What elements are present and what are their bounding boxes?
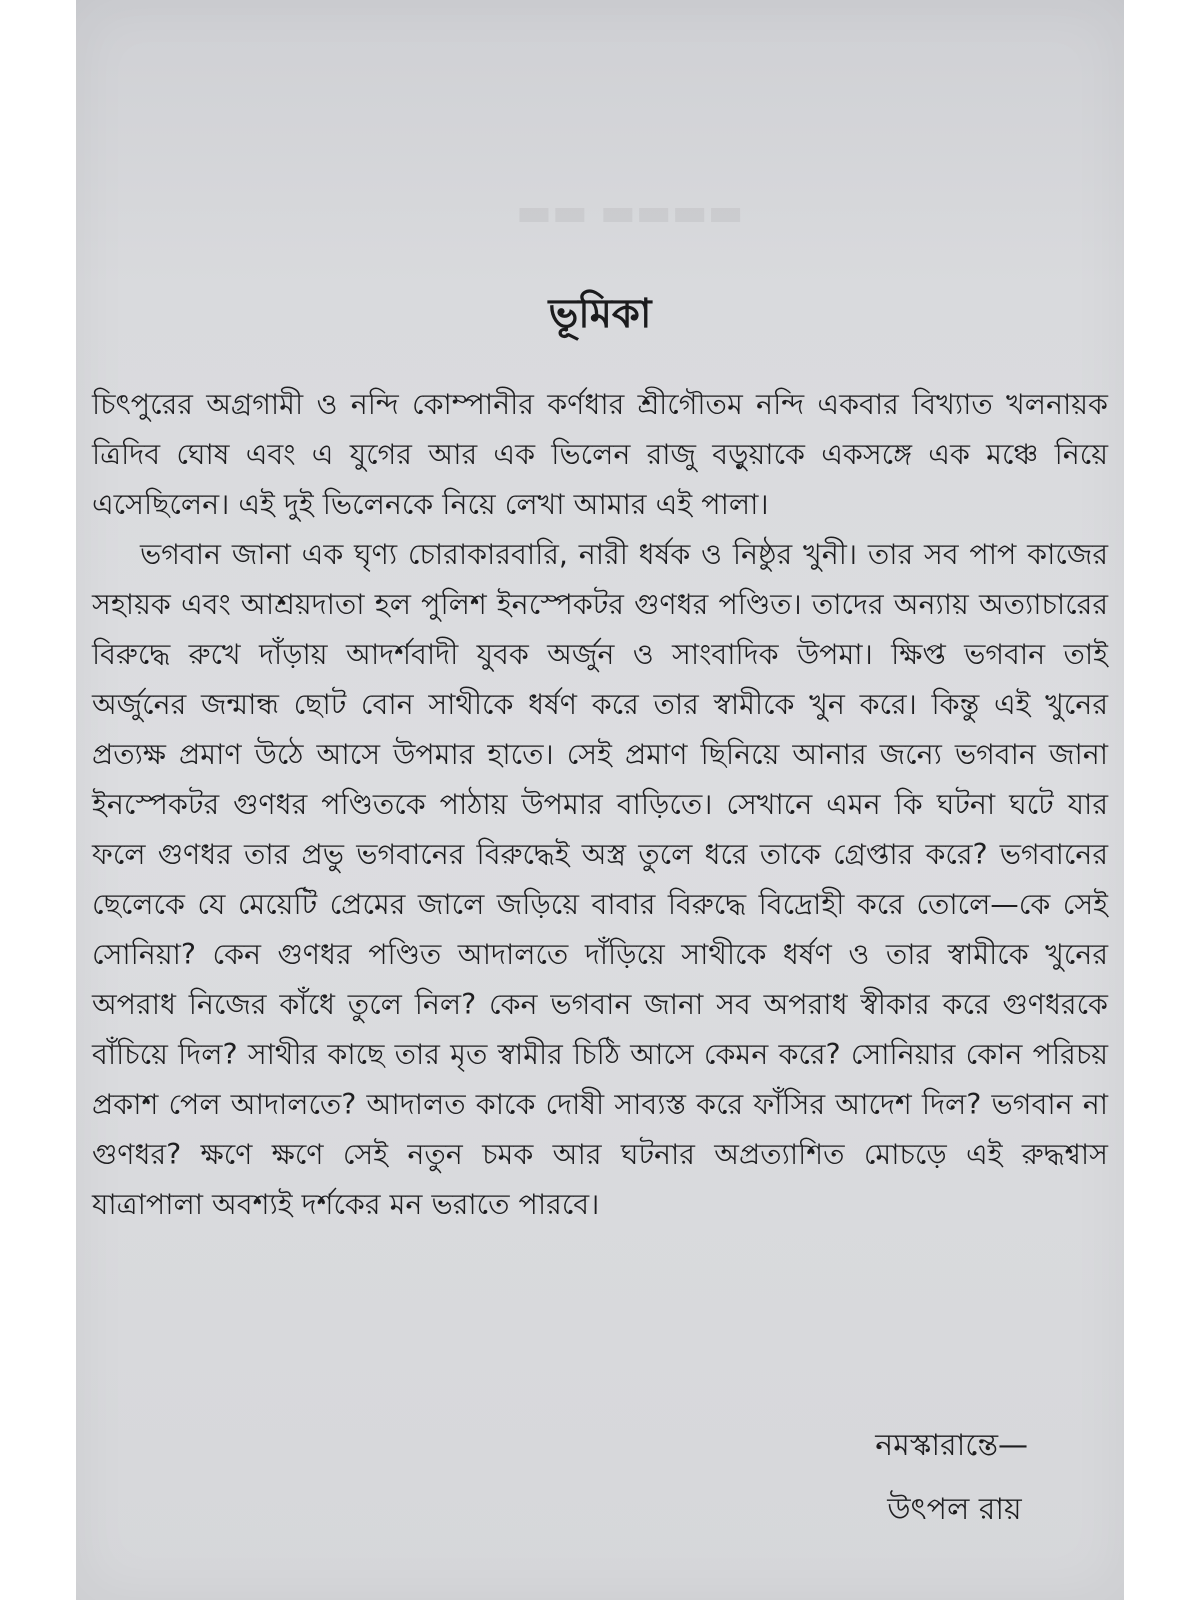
paragraph-synopsis: ভগবান জানা এক ঘৃণ্য চোরাকারবারি, নারী ধর্ষক ও নিষ্ঠুর খুনী। তার সব পাপ কাজের সহায়ক এবং আশ্রয়দাতা হল পুলিশ ইনস্পেকটর গুণধর পণ্ডিত। তাদের অন্যায় অত্যাচারের বিরুদ্ধে রুখে দাঁড়ায় আদর্শবাদী যুবক অর্জুন ও সাংবাদিক উপমা। ক্ষিপ্ত ভগবান তাই অর্জুনের জন্মান্ধ ছোট বোন সাথীকে ধর্ষণ করে তার স্বামীকে খুন করে। কিন্তু এই খুনের প্রত্যক্ষ প্রমাণ উঠে আসে উপমার হাতে। সেই প্রমাণ ছিনিয়ে আনার জন্যে ভগবান জানা ইনস্পেকটর গুণধর পণ্ডিতকে পাঠায় উপমার বাড়িতে। সেখানে এমন কি ঘটনা ঘটে যার ফলে গুণধর তার প্রভু ভগবানের বিরুদ্ধেই অস্ত্র তুলে ধরে তাকে গ্রেপ্তার করে? ভগবানের ছেলেকে যে মেয়েটি প্রেমের জালে জড়িয়ে বাবার বিরুদ্ধে বিদ্রোহী করে তোলে—কে সেই সোনিয়া? কেন গুণধর পণ্ডিত আদালতে দাঁড়িয়ে সাথীকে ধর্ষণ ও তার স্বামীকে খুনের অপরাধ নিজের কাঁধে তুলে নিল? কেন ভগবান জানা সব অপরাধ স্বীকার করে গুণধরকে বাঁচিয়ে দিল? সাথীর কাছে তার মৃত স্বামীর চিঠি আসে কেমন করে? সোনিয়ার কোন পরিচয় প্রকাশ পেল আদালতে? আদালত কাকে দোষী সাব্যস্ত করে ফাঁসির আদেশ দিল? ভগবান না গুণধর? ক্ষণে ক্ষণে সেই নতুন চমক আর ঘটনার অপ্রত্যাশিত মোচড়ে এই রুদ্ধশ্বাস যাত্রাপালা অবশ্যই দর্শকের মন ভরাতে পারবে। [92,538,1108,1221]
bleed-through-text: ▬▬ ▬▬▬▬ [516,190,744,234]
paragraph-intro: চিৎপুরের অগ্রগামী ও নন্দি কোম্পানীর কর্ণধার শ্রীগৌতম নন্দি একবার বিখ্যাত খলনায়ক ত্রিদিব ঘোষ এবং এ যুগের আর এক ভিলেন রাজু বড়ুয়াকে একসঙ্গে এক মঞ্চে নিয়ে এসেছিলেন। এই দুই ভিলেনকে নিয়ে লেখা আমার এই পালা। [92,388,1108,521]
page-title: ভূমিকা [548,291,652,337]
closing-salutation: নমস্কারান্তে— [875,1428,1028,1463]
book-page [76,0,1124,1600]
preface-body [92,380,1108,1230]
signature-block [875,1414,1028,1542]
author-name: উৎপল রায় [887,1492,1022,1527]
